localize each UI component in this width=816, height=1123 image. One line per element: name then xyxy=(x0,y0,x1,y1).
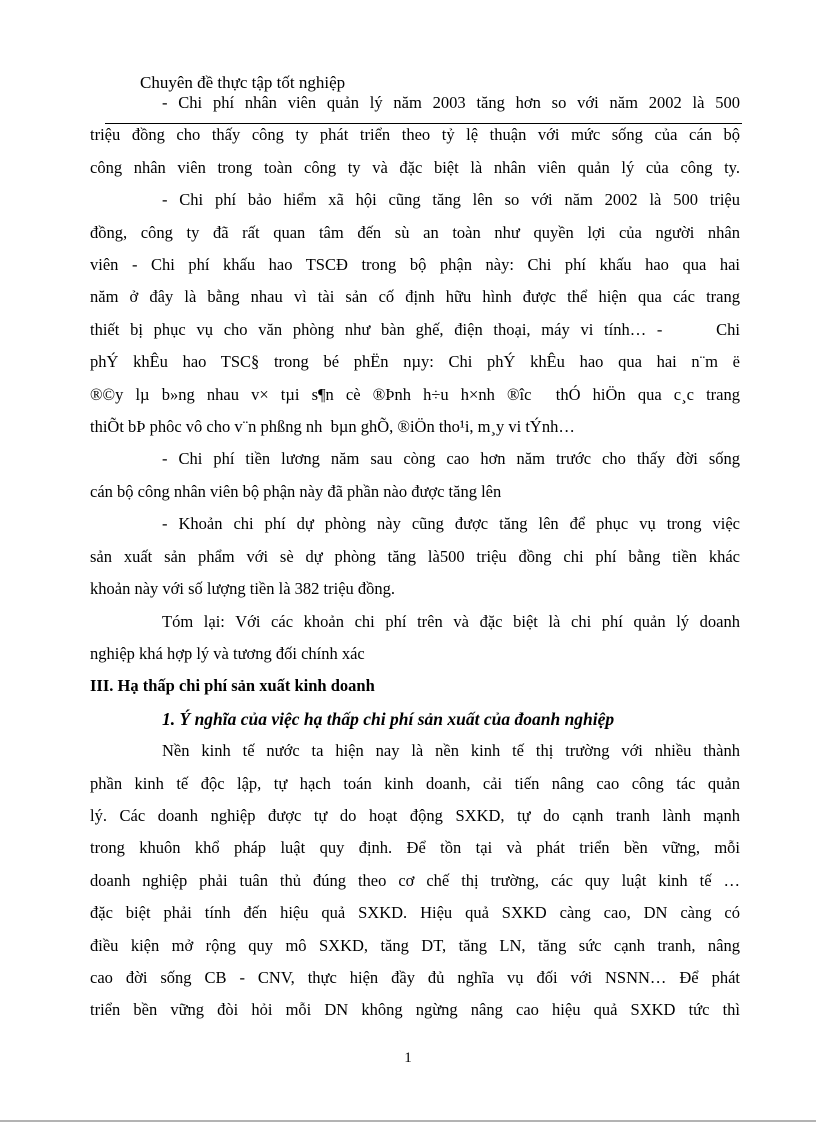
text-line: - Chi phí bảo hiểm xã hội cũng tăng lên so với năm 2002 là 500 triệu xyxy=(162,190,740,210)
text-line: - Chi phí nhân viên quản lý năm 2003 tăng hơn so với năm 2002 là 500 xyxy=(162,93,740,112)
text-line: đồng, công ty đã rất quan tâm đến sù an toàn như quyền lợi của người nhân xyxy=(90,222,740,242)
text-line: cao đời sống CB - CNV, thực hiện đầy đủ nghĩa vụ đối với NSNN… Để phát xyxy=(90,967,740,987)
header-title: Chuyên đề thực tập tốt nghiệp xyxy=(140,73,346,92)
text-line: công nhân viên trong toàn công ty và đặc biệt là nhân viên quản lý của công ty. xyxy=(90,157,740,177)
text-line: - Khoản chi phí dự phòng này cũng được tăng lên để phục vụ trong việc xyxy=(162,514,740,534)
text-line: doanh nghiệp phải tuân thủ đúng theo cơ chế thị trường, các quy luật kinh tế … xyxy=(90,870,740,890)
page-bottom-edge xyxy=(0,1120,816,1122)
text-line: triển bền vững đòi hỏi mỗi DN không ngừng nâng cao hiệu quả SXKD tức thì xyxy=(90,1000,740,1020)
text-line: - Chi phí tiền lương năm sau còng cao hơn năm trước cho thấy đời sống xyxy=(162,449,740,469)
page-number: 1 xyxy=(404,1050,412,1066)
text-line: khoản này với số lượng tiền là 382 triệu đồng. xyxy=(90,579,396,599)
text-line: viên - Chi phí khấu hao TSCĐ trong bộ phận này: Chi phí khấu hao qua hai xyxy=(90,255,740,275)
text-line: thiết bị phục vụ cho văn phòng như bàn ghế, điện thoại, máy vi tính… - Chi xyxy=(90,319,740,339)
text-line: đặc biệt phải tính đến hiệu quả SXKD. Hiệu quả SXKD càng cao, DN càng có xyxy=(90,903,740,923)
text-line: phÝ khÊu hao TSC§ trong bé phËn nµy: Chi phÝ khÊu hao qua hai n¨m ë xyxy=(90,352,740,372)
text-line: cán bộ công nhân viên bộ phận này đã phần nào được tăng lên xyxy=(90,481,502,501)
text-line: điều kiện mở rộng quy mô SXKD, tăng DT, tăng LN, tăng sức cạnh tranh, nâng xyxy=(90,935,740,955)
text-line: Nền kinh tế nước ta hiện nay là nền kinh tế thị trường với nhiều thành xyxy=(162,741,740,761)
text-line: nghiệp khá hợp lý và tương đối chính xác xyxy=(90,643,365,663)
text-line: III. Hạ thấp chi phí sản xuất kinh doanh xyxy=(90,676,375,696)
text-line: phần kinh tế độc lập, tự hạch toán kinh doanh, cải tiến nâng cao công tác quản xyxy=(90,773,740,793)
document-body xyxy=(90,87,740,1027)
text-line: triệu đồng cho thấy công ty phát triển theo tỷ lệ thuận với mức sống của cán bộ xyxy=(90,125,740,145)
text-line: sản xuất sản phẩm với sè dự phòng tăng là500 triệu đồng chi phí bằng tiền khác xyxy=(90,546,740,566)
text-line: năm ở đây là bằng nhau vì tài sản cố định hữu hình được thể hiện qua các trang xyxy=(90,287,740,307)
text-line: Tóm lại: Với các khoản chi phí trên và đặc biệt là chi phí quản lý doanh xyxy=(162,611,740,631)
text-line: thiÕt bÞ phôc vô cho v¨n phßng nh bµn ghÕ, ®iÖn tho¹i, m¸y vi tÝnh… xyxy=(90,417,575,437)
text-line: 1. Ý nghĩa của việc hạ thấp chi phí sản xuất của đoanh nghiệp xyxy=(162,708,615,729)
text-line: lý. Các doanh nghiệp được tự do hoạt động SXKD, tự do cạnh tranh lành mạnh xyxy=(90,805,740,825)
text-line: ®©y lµ b»ng nhau v× tµi s¶n cè ®Þnh h÷u h×nh ®îc thÓ hiÖn qua c¸c trang xyxy=(90,384,740,404)
text-line: trong khuôn khổ pháp luật quy định. Để tồn tại và phát triển bền vững, mỗi xyxy=(90,838,740,858)
